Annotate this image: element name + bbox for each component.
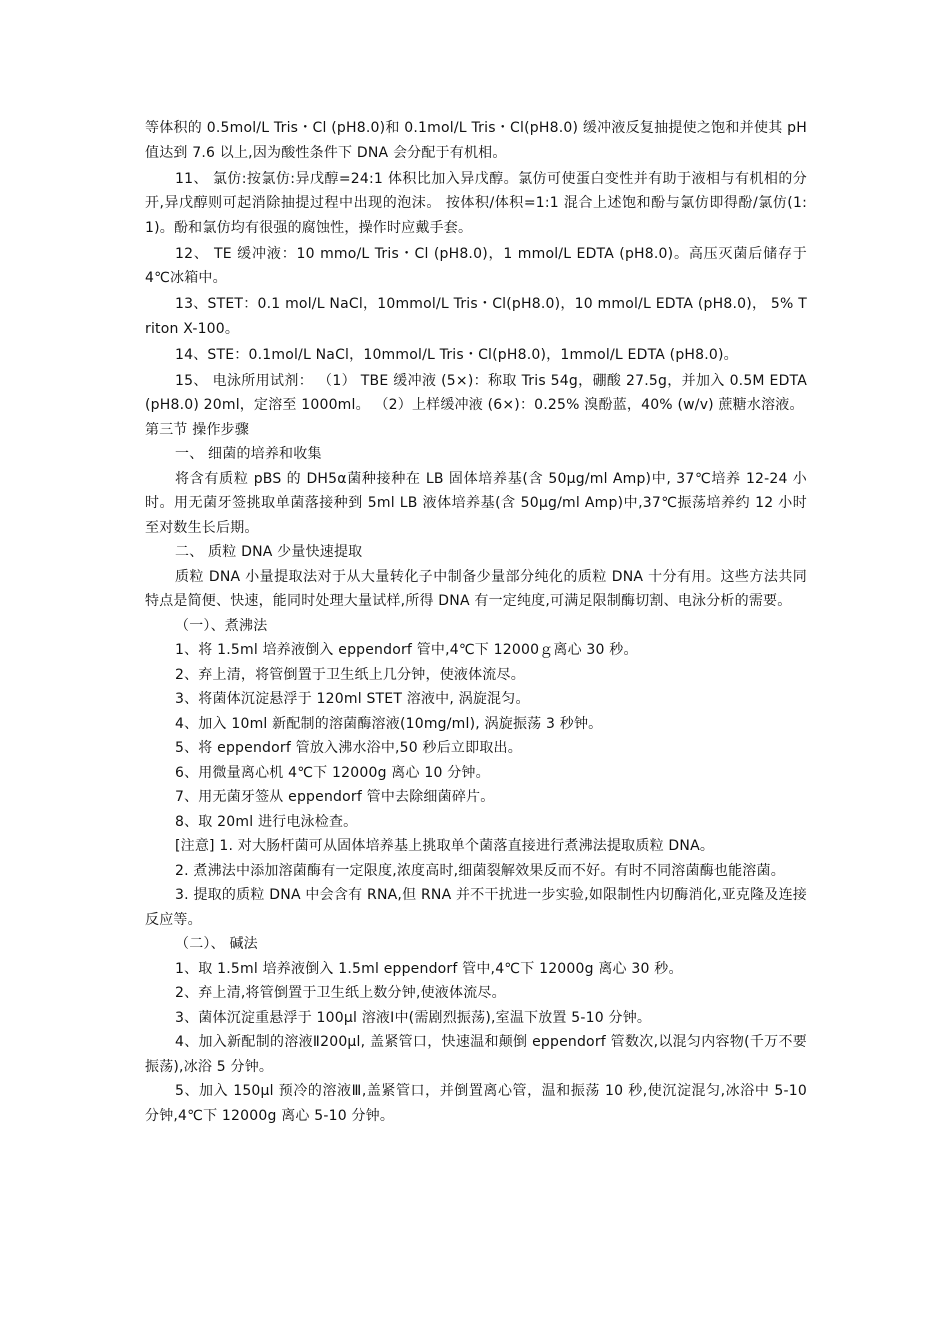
list-item: 6、用微量离心机 4℃下 12000g 离心 10 分钟。 xyxy=(175,764,490,781)
list-item: 5、将 eppendorf 管放入沸水浴中,50 秒后立即取出。 xyxy=(175,740,522,756)
paragraph-phenol-buffer: 等体积的 0.5mol/L Tris・Cl (pH8.0)和 0.1mol/L Tris・Cl(pH8.0) 缓冲液反复抽提使之饱和并使其 pH 值达到 7.6 以上,因为酸性条件下 DNA 会分配于有机相。 xyxy=(145,120,807,161)
paragraph-stet: 13、STET：0.1 mol/L NaCl，10mmol/L Tris・Cl(pH8.0)，10 mmol/L EDTA (pH8.0)， 5% Triton X-100。 xyxy=(145,296,807,337)
list-item: 3、菌体沉淀重悬浮于 100μl 溶液Ⅰ中(需剧烈振荡),室温下放置 5-10 分钟。 xyxy=(175,1009,652,1026)
list-item: 7、用无菌牙签从 eppendorf 管中去除细菌碎片。 xyxy=(175,789,495,805)
document-page xyxy=(145,116,807,1128)
subheading-boiling-method: （一）、煮沸法 xyxy=(175,617,268,634)
subheading-alkaline-method: （二）、 碱法 xyxy=(175,936,258,952)
note-item: [注意] 1. 对大肠杆菌可从固体培养基上挑取单个菌落直接进行煮沸法提取质粒 DNA。 xyxy=(175,838,715,854)
list-item: 2、弃上清,将管倒置于卫生纸上数分钟,使液体流尽。 xyxy=(175,985,506,1001)
note-item: 2. 煮沸法中添加溶菌酶有一定限度,浓度高时,细菌裂解效果反而不好。有时不同溶菌酶也能溶菌。 xyxy=(175,862,785,879)
paragraph-chloroform: 11、 氯仿:按氯仿:异戊醇=24:1 体积比加入异戊醇。氯仿可使蛋白变性并有助于液相与有机相的分开,异戊醇则可起消除抽提过程中出现的泡沫。 按体积/体积=1:1 混合上述饱和酚与氯仿即得酚/氯仿(1:1)。酚和氯仿均有很强的腐蚀性，操作时应戴手套。 xyxy=(145,170,807,236)
list-item: 1、取 1.5ml 培养液倒入 1.5ml eppendorf 管中,4℃下 12000g 离心 30 秒。 xyxy=(175,960,683,977)
note-item: 3. 提取的质粒 DNA 中会含有 RNA,但 RNA 并不干扰进一步实验,如限制性内切酶消化,亚克隆及连接反应等。 xyxy=(145,887,807,928)
list-item: 4、加入新配制的溶液Ⅱ200μl, 盖紧管口，快速温和颠倒 eppendorf 管数次,以混匀内容物(千万不要振荡),冰浴 5 分钟。 xyxy=(145,1034,807,1075)
subheading-bacteria-culture: 一、 细菌的培养和收集 xyxy=(175,446,322,462)
list-item: 5、加入 150μl 预冷的溶液Ⅲ,盖紧管口，并倒置离心管，温和振荡 10 秒,使沉淀混匀,冰浴中 5-10 分钟,4℃下 12000g 离心 5-10 分钟。 xyxy=(145,1083,807,1124)
list-item: 2、弃上清，将管倒置于卫生纸上几分钟，使液体流尽。 xyxy=(175,666,525,683)
paragraph-ste: 14、STE：0.1mol/L NaCl，10mmol/L Tris・Cl(pH8.0)，1mmol/L EDTA (pH8.0)。 xyxy=(175,346,738,363)
section-heading-procedure: 第三节 操作步骤 xyxy=(145,421,250,438)
list-item: 3、将菌体沉淀悬浮于 120ml STET 溶液中, 涡旋混匀。 xyxy=(175,691,530,707)
list-item: 4、加入 10ml 新配制的溶菌酶溶液(10mg/ml), 涡旋振荡 3 秒钟。 xyxy=(175,715,603,732)
subheading-plasmid-extraction: 二、 质粒 DNA 少量快速提取 xyxy=(175,544,363,560)
paragraph-electrophoresis-reagents: 15、 电泳所用试剂： （1） TBE 缓冲液 (5×)：称取 Tris 54g，硼酸 27.5g，并加入 0.5M EDTA (pH8.0) 20ml，定溶至 1000ml。 （2）上样缓冲液 (6×)：0.25% 溴酚蓝，40% (w/v) 蔗糖水溶液。 xyxy=(145,372,807,413)
paragraph-te-buffer: 12、 TE 缓冲液：10 mmo/L Tris・Cl (pH8.0)，1 mmol/L EDTA (pH8.0)。高压灭菌后储存于 4℃冰箱中。 xyxy=(145,245,807,286)
paragraph-plasmid-extraction: 质粒 DNA 小量提取法对于从大量转化子中制备少量部分纯化的质粒 DNA 十分有用。这些方法共同特点是简便、快速，能同时处理大量试样,所得 DNA 有一定纯度,可满足限制酶切割、电泳分析的需要。 xyxy=(145,568,807,609)
list-item: 8、取 20ml 进行电泳检查。 xyxy=(175,813,358,830)
list-item: 1、将 1.5ml 培养液倒入 eppendorf 管中,4℃下 12000ｇ离心 30 秒。 xyxy=(175,642,638,658)
paragraph-bacteria-culture: 将含有质粒 pBS 的 DH5α菌种接种在 LB 固体培养基(含 50μg/ml Amp)中, 37℃培养 12-24 小时。用无菌牙签挑取单菌落接种到 5ml LB 液体培养基(含 50μg/ml Amp)中,37℃振荡培养约 12 小时至对数生长后期。 xyxy=(145,470,807,536)
